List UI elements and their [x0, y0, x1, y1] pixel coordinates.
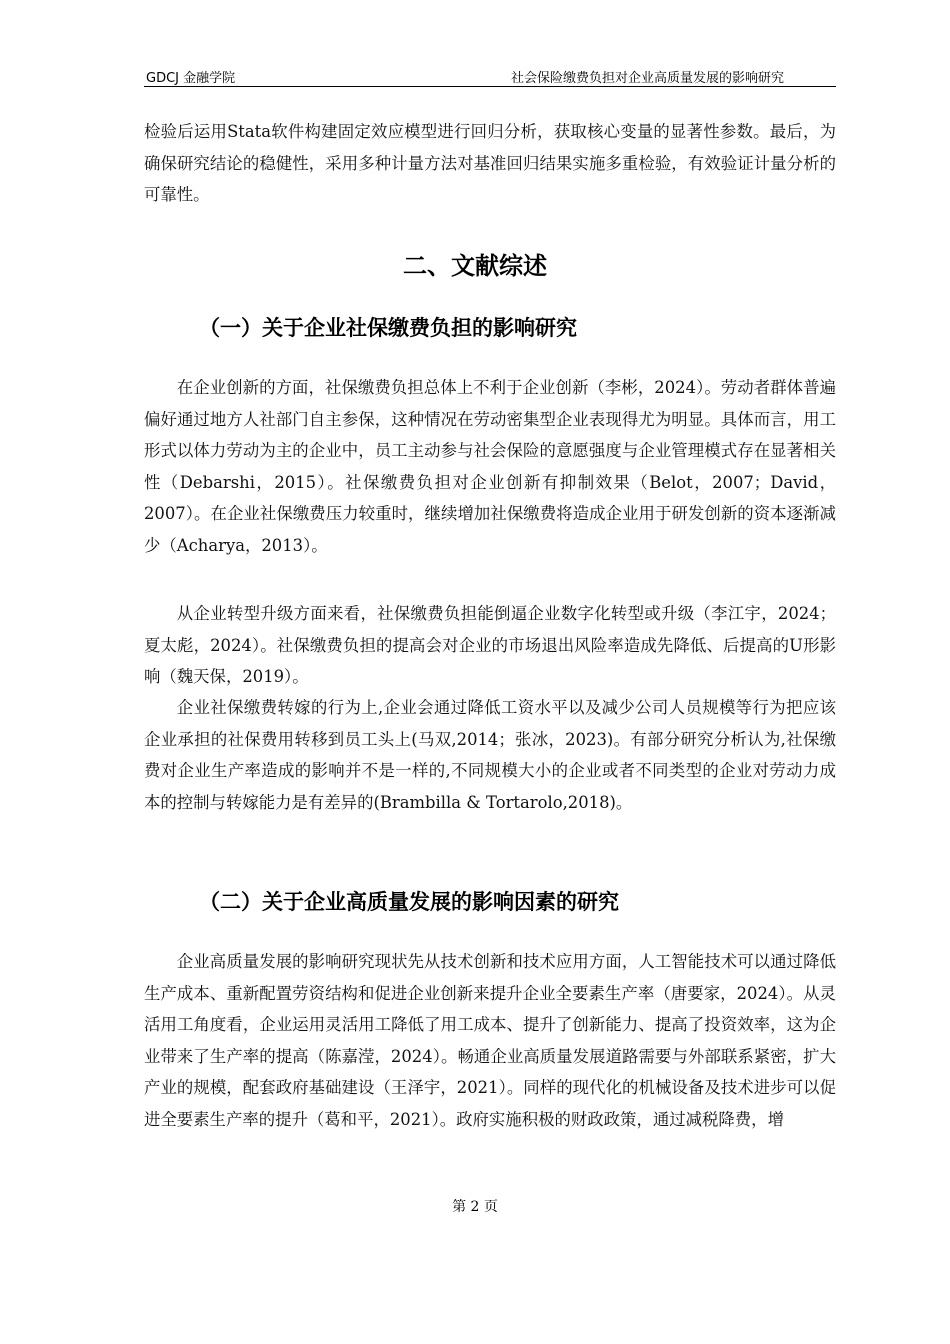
- page-number: 第 2 页: [452, 1199, 498, 1215]
- subsection-1-title: （一）关于企业社保缴费负担的影响研究: [199, 316, 577, 340]
- header-thesis-title: 社会保险缴费负担对企业高质量发展的影响研究: [510, 71, 784, 86]
- subsection-2-title: （二）关于企业高质量发展的影响因素的研究: [199, 890, 619, 914]
- page-header: [144, 66, 836, 87]
- subsection-1-paragraph-2: 从企业转型升级方面来看，社保缴费负担能倒逼企业数字化转型或升级（李江宇，2024；夏太彪，2024）。社保缴费负担的提高会对企业的市场退出风险率造成先降低、后提高的U形影响（魏天保，2019）。: [144, 604, 836, 686]
- subsection-1-paragraph-1: 在企业创新的方面，社保缴费负担总体上不利于企业创新（李彬，2024）。劳动者群体普遍偏好通过地方人社部门自主参保，这种情况在劳动密集型企业表现得尤为明显。具体而言，用工形式以体力劳动为主的企业中，员工主动参与社会保险的意愿强度与企业管理模式存在显著相关性（Debarshi，2015）。社保缴费负担对企业创新有抑制效果（Belot，2007；David，2007）。在企业社保缴费压力较重时，继续增加社保缴费将造成企业用于研发创新的资本逐渐减少（Acharya，2013）。: [144, 378, 836, 555]
- subsection-2-paragraph-1: 企业高质量发展的影响研究现状先从技术创新和技术应用方面，人工智能技术可以通过降低生产成本、重新配置劳资结构和促进企业创新来提升企业全要素生产率（唐要家，2024）。从灵活用工角度看，企业运用灵活用工降低了用工成本、提升了创新能力、提高了投资效率，这为企业带来了生产率的提高（陈嘉滢，2024）。畅通企业高质量发展道路需要与外部联系紧密，扩大产业的规模，配套政府基础建设（王泽宇，2021）。同样的现代化的机械设备及技术进步可以促进全要素生产率的提升（葛和平，2021）。政府实施积极的财政政策，通过减税降费，增: [144, 952, 836, 1129]
- intro-paragraph: 检验后运用Stata软件构建固定效应模型进行回归分析，获取核心变量的显著性参数。最后，为确保研究结论的稳健性，采用多种计量方法对基准回归结果实施多重检验，有效验证计量分析的可靠性。: [144, 122, 836, 204]
- section-title: 二、文献综述: [403, 252, 547, 280]
- subsection-1-paragraph-3: 企业社保缴费转嫁的行为上,企业会通过降低工资水平以及减少公司人员规模等行为把应该企业承担的社保费用转移到员工头上(马双,2014；张冰，2023)。有部分研究分析认为,社保缴费对企业生产率造成的影响并不是一样的,不同规模大小的企业或者不同类型的企业对劳动力成本的控制与转嫁能力是有差异的(Brambilla & Tortarolo,2018)。: [144, 698, 836, 812]
- header-institution: GDCJ 金融学院: [146, 71, 236, 86]
